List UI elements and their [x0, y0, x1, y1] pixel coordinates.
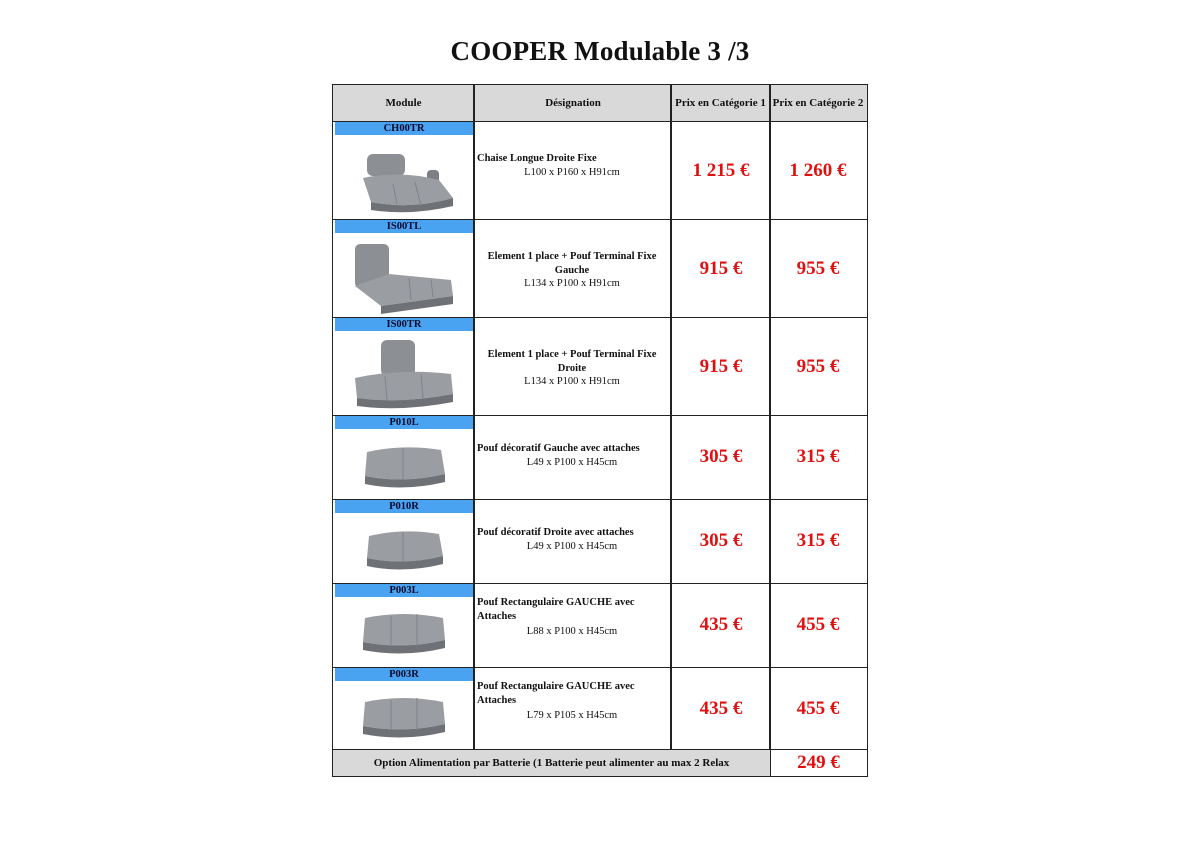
product-name: Element 1 place + Pouf Terminal Fixe Gauche [487, 251, 657, 276]
price-cat1: 435 € [699, 698, 743, 719]
product-dimensions: L49 x P100 x H45cm [526, 456, 618, 468]
price-cat1: 305 € [699, 530, 743, 551]
product-dimensions: L88 x P100 x H45cm [526, 626, 618, 637]
designation [477, 348, 667, 389]
product-name: Pouf Rectangulaire GAUCHE avec Attaches [477, 681, 635, 706]
designation [477, 596, 667, 639]
header-price-cat2: Prix en Catégorie 2 [772, 96, 864, 109]
table-row [333, 318, 867, 416]
price-cat1: 915 € [699, 258, 743, 279]
price-cat2: 315 € [796, 446, 840, 467]
table-row [333, 500, 867, 584]
option-row [333, 750, 867, 776]
table-row [333, 122, 867, 220]
table-row [333, 668, 867, 750]
price-cat1: 435 € [699, 614, 743, 635]
page-title: COOPER Modulable 3 /3 [450, 36, 750, 66]
sofa-module-image [341, 136, 467, 218]
price-cat1: 1 215 € [692, 160, 750, 181]
product-dimensions: L79 x P105 x H45cm [526, 710, 618, 721]
price-cat2: 955 € [796, 258, 840, 279]
designation [477, 442, 667, 469]
price-cat1: 915 € [699, 356, 743, 377]
product-dimensions: L134 x P100 x H91cm [524, 376, 620, 387]
designation [477, 680, 667, 723]
designation [477, 526, 667, 553]
module-code: IS00TR [335, 318, 473, 331]
product-name: Pouf décoratif Gauche avec attaches [477, 443, 640, 454]
product-dimensions: L134 x P100 x H91cm [524, 278, 620, 289]
product-dimensions: L100 x P160 x H91cm [524, 166, 620, 178]
table-header [333, 85, 867, 122]
module-code: P010L [335, 416, 473, 429]
table-row [333, 584, 867, 668]
designation [477, 250, 667, 291]
designation [477, 152, 667, 179]
option-label: Option Alimentation par Batterie (1 Batterie peut alimenter au max 2 Relax [333, 750, 771, 776]
product-name: Pouf Rectangulaire GAUCHE avec Attaches [477, 597, 635, 622]
header-price-cat1: Prix en Catégorie 1 [675, 96, 766, 109]
product-name: Element 1 place + Pouf Terminal Fixe Droite [487, 349, 657, 374]
sofa-module-image [341, 682, 467, 748]
price-cat1: 305 € [699, 446, 743, 467]
module-code: P010R [335, 500, 473, 513]
sofa-module-image [341, 598, 467, 666]
price-cat2: 455 € [796, 698, 840, 719]
option-price: 249 € [797, 752, 840, 773]
sofa-module-image [341, 514, 467, 582]
module-code: P003L [335, 584, 473, 597]
sofa-module-image [341, 430, 467, 498]
sofa-module-image [341, 234, 467, 316]
product-name: Chaise Longue Droite Fixe [477, 153, 597, 164]
header-designation: Désignation [545, 96, 601, 109]
price-cat2: 315 € [796, 530, 840, 551]
product-name: Pouf décoratif Droite avec attaches [477, 527, 634, 538]
price-cat2: 1 260 € [789, 160, 847, 181]
table-row [333, 220, 867, 318]
price-cat2: 955 € [796, 356, 840, 377]
module-code: IS00TL [335, 220, 473, 233]
module-code: CH00TR [335, 122, 473, 135]
header-module: Module [385, 96, 422, 109]
product-dimensions: L49 x P100 x H45cm [526, 540, 618, 552]
price-cat2: 455 € [796, 614, 840, 635]
sofa-module-image [341, 332, 467, 414]
price-table [332, 84, 868, 777]
table-row [333, 416, 867, 500]
module-code: P003R [335, 668, 473, 681]
